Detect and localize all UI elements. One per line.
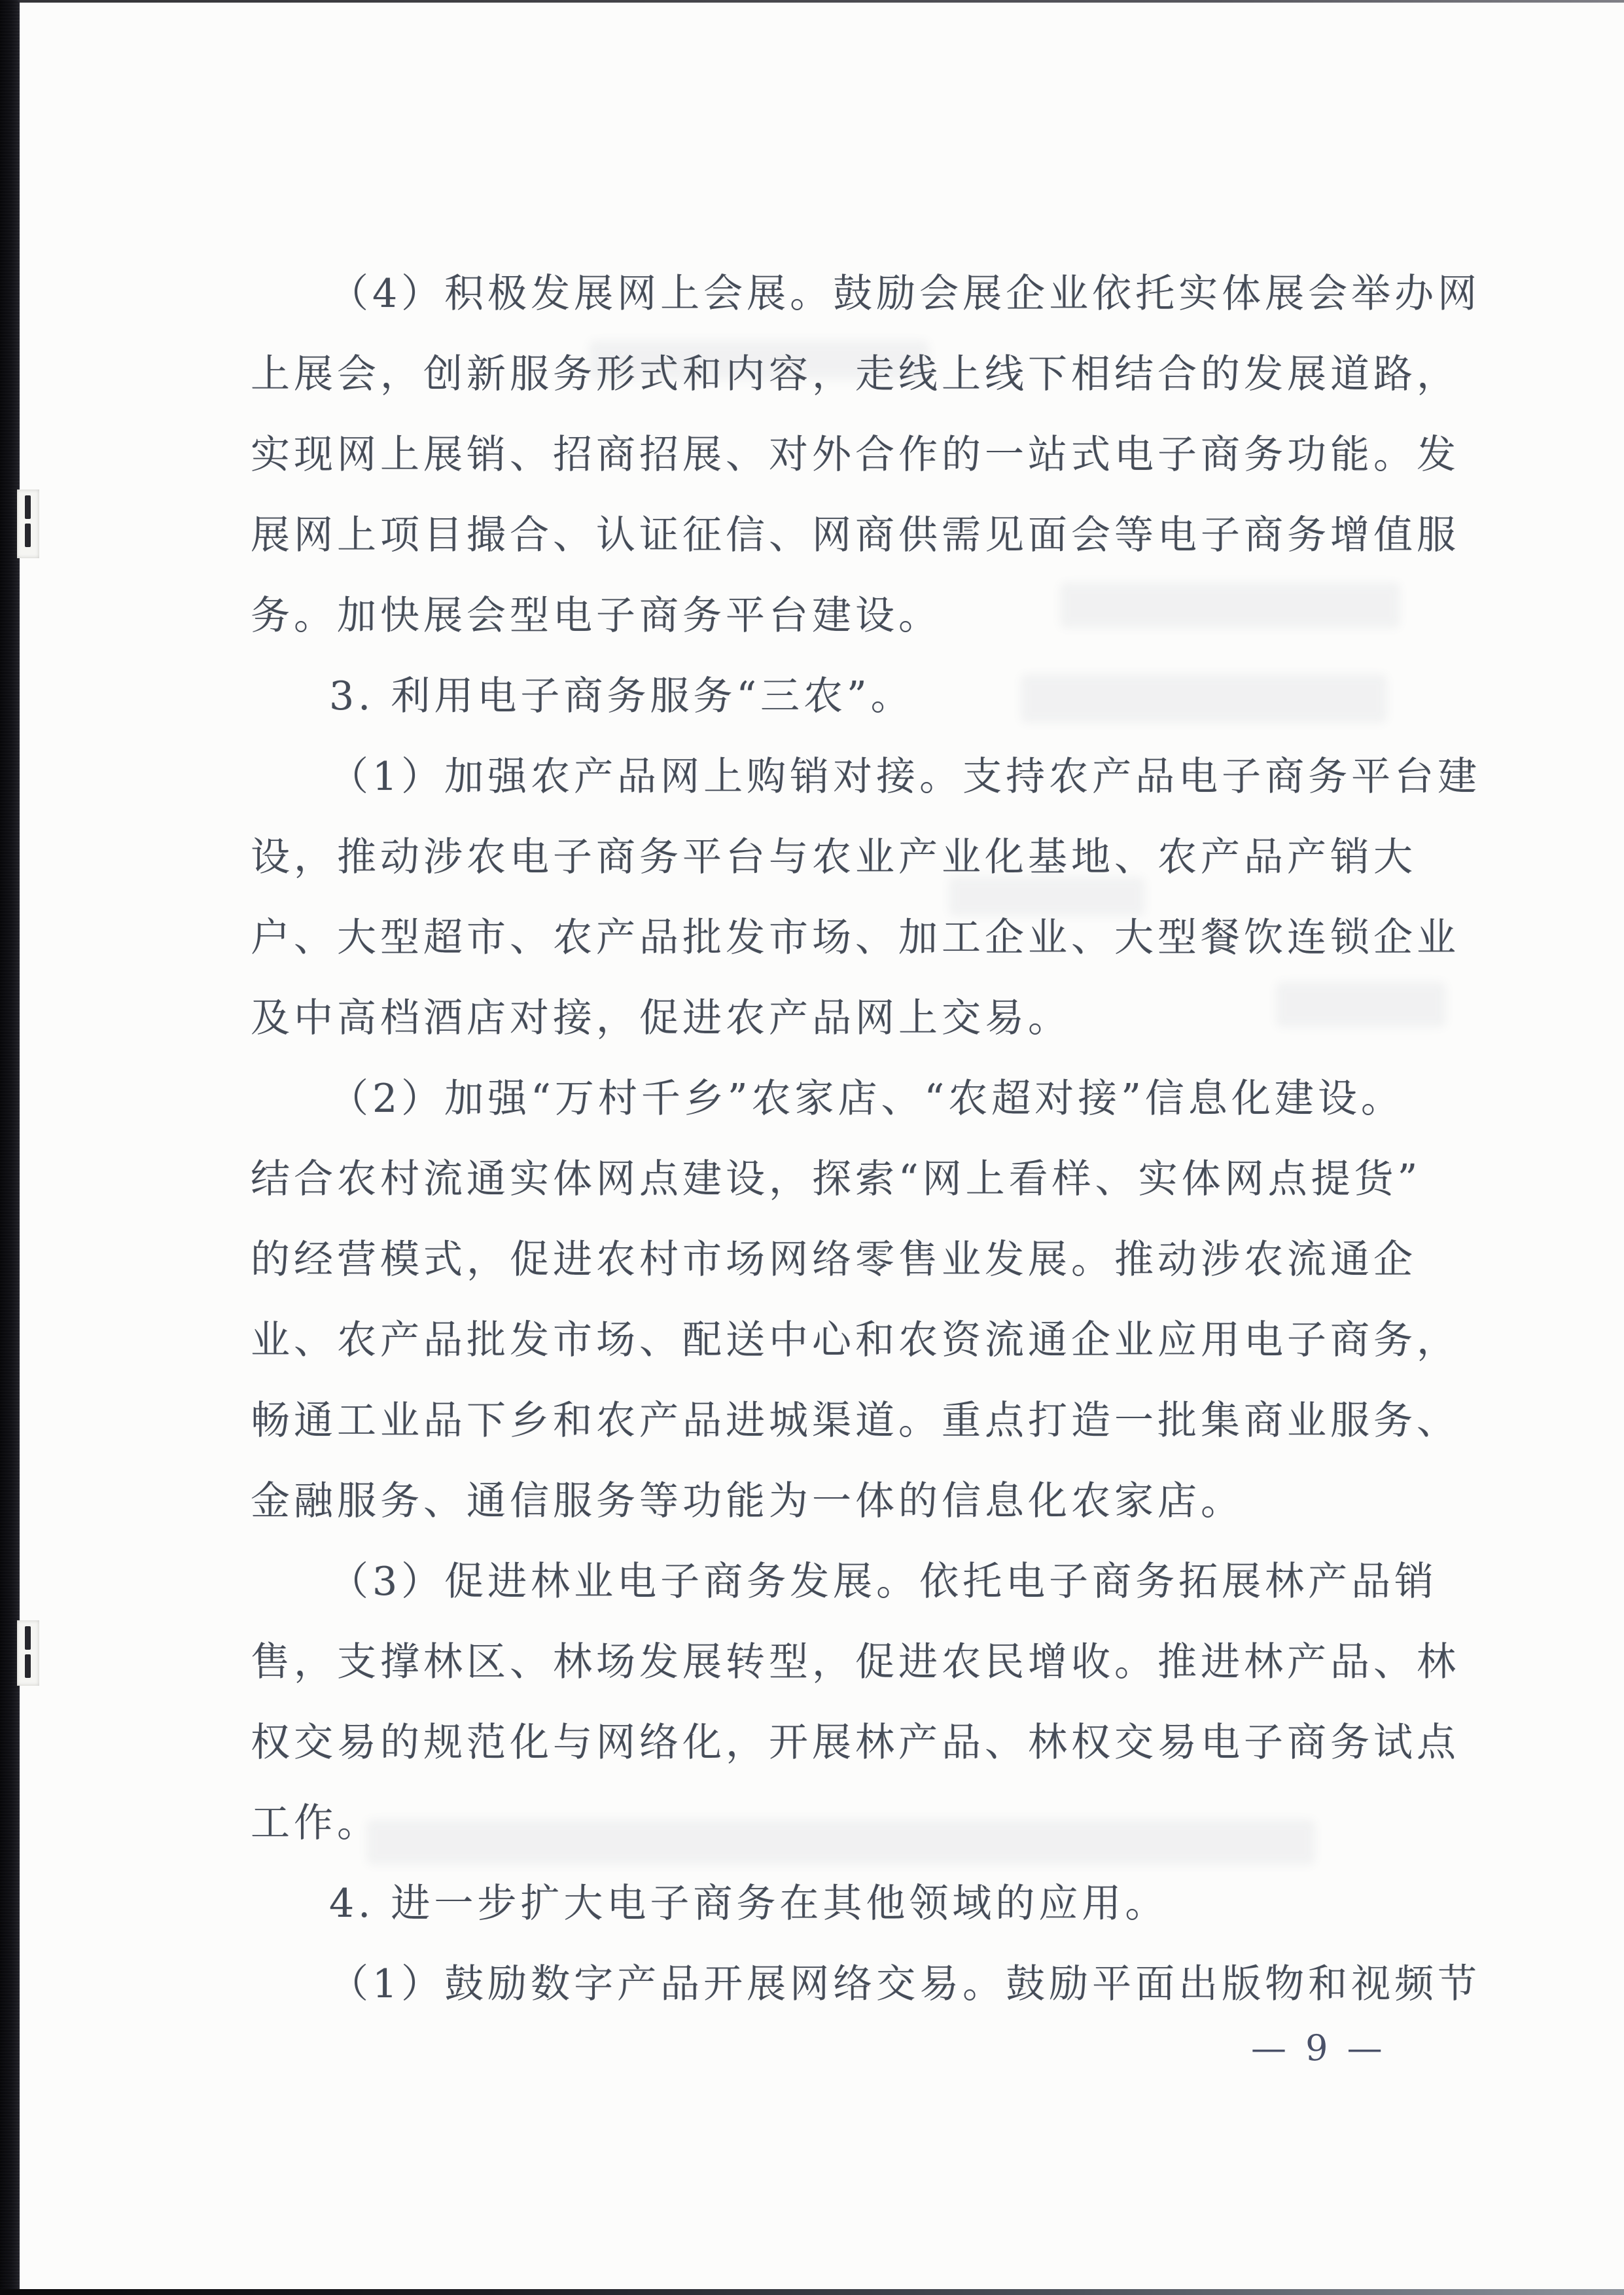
text-line: 结合农村流通实体网点建设，探索“网上看样、实体网点提货” xyxy=(251,1156,1422,1202)
text-line: 务。加快展会型电子商务平台建设。 xyxy=(251,593,942,639)
text-line: 畅通工业品下乡和农产品进城渠道。重点打造一批集商业服务、 xyxy=(251,1398,1460,1444)
text-line: 户、大型超市、农产品批发市场、加工企业、大型餐饮连锁企业 xyxy=(251,915,1460,961)
text-line: 的经营模式，促进农村市场网络零售业发展。推动涉农流通企 xyxy=(251,1237,1417,1283)
page-number: — 9 — xyxy=(1251,2027,1386,2069)
text-line: （1）加强农产品网上购销对接。支持农产品电子商务平台建 xyxy=(329,754,1481,800)
body-text xyxy=(251,254,1481,2025)
text-line: 及中高档酒店对接，促进农产品网上交易。 xyxy=(251,995,1071,1041)
scan-bottom-edge xyxy=(0,2289,1624,2295)
text-line: 4. 进一步扩大电子商务在其他领域的应用。 xyxy=(329,1881,1169,1927)
text-line: 上展会，创新服务形式和内容，走线上线下相结合的发展道路， xyxy=(251,351,1460,397)
text-line: 展网上项目撮合、认证征信、网商供需见面会等电子商务增值服 xyxy=(251,512,1460,558)
text-line: （2）加强“万村千乡”农家店、“农超对接”信息化建设。 xyxy=(329,1076,1404,1122)
text-line: 售，支撑林区、林场发展转型，促进农民增收。推进林产品、林 xyxy=(251,1639,1460,1685)
text-line: （1）鼓励数字产品开展网络交易。鼓励平面出版物和视频节 xyxy=(329,1961,1481,2007)
text-line: 金融服务、通信服务等功能为一体的信息化农家店。 xyxy=(251,1478,1244,1524)
text-line: 3. 利用电子商务服务“三农”。 xyxy=(329,673,914,719)
staple-mark xyxy=(17,489,39,558)
text-line: 工作。 xyxy=(251,1800,380,1846)
text-line: 实现网上展销、招商招展、对外合作的一站式电子商务功能。发 xyxy=(251,432,1460,478)
text-line: 业、农产品批发市场、配送中心和农资流通企业应用电子商务， xyxy=(251,1317,1460,1363)
text-line: （4）积极发展网上会展。鼓励会展企业依托实体展会举办网 xyxy=(329,271,1481,317)
staple-mark xyxy=(17,1620,39,1686)
text-line: 权交易的规范化与网络化，开展林产品、林权交易电子商务试点 xyxy=(251,1720,1460,1766)
text-line: （3）促进林业电子商务发展。依托电子商务拓展林产品销 xyxy=(329,1559,1438,1605)
scan-binding-edge xyxy=(0,0,20,2295)
scan-top-edge xyxy=(0,0,1624,3)
text-line: 设，推动涉农电子商务平台与农业产业化基地、农产品产销大 xyxy=(251,834,1417,880)
